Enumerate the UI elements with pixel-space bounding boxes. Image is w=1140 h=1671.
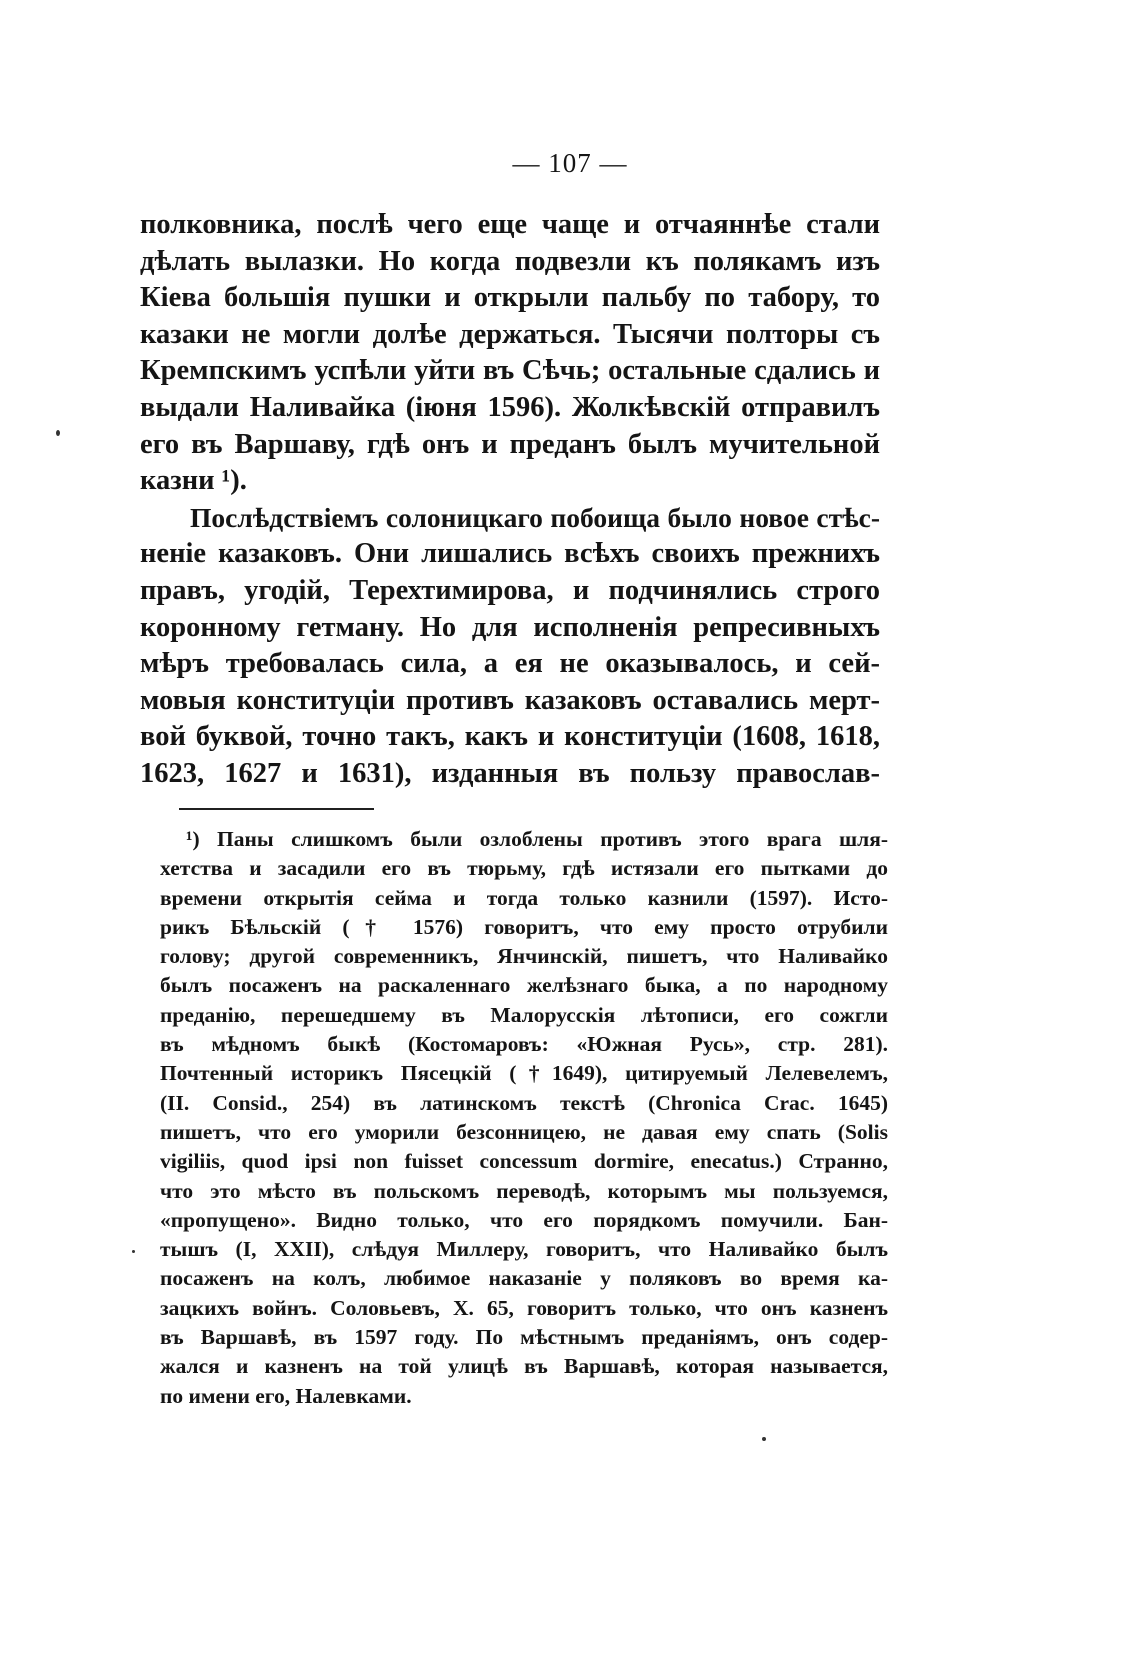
text-line: казаки не могли долѣе держаться. Тысячи полторы съ xyxy=(140,318,880,350)
footnote-line: по имени его, Налевками. xyxy=(160,1383,412,1408)
text-line: Кіева большія пушки и открыли пальбу по табору, то xyxy=(140,282,880,314)
footnote-line: въ мѣдномъ быкѣ (Костомаровъ: «Южная Русь», стр. 281). xyxy=(160,1032,888,1057)
footnote-line: хетства и засадили его въ тюрьму, гдѣ истязали его пытками до xyxy=(160,856,888,881)
footnote-line: vigiliis, quod ipsi non fuisset concessum dormire, enecatus.) Странно, xyxy=(160,1149,888,1174)
scan-speck xyxy=(56,430,60,436)
text-line: полковника, послѣ чего еще чаще и отчаяннѣе стали xyxy=(140,209,880,240)
page-number: — 107 — xyxy=(512,148,628,178)
footnote-line: жался и казненъ на той улицѣ въ Варшавѣ, которая называется, xyxy=(160,1354,888,1379)
footnote-line: «пропущено». Видно только, что его порядкомъ помучили. Бан- xyxy=(160,1207,888,1232)
footnote-line: голову; другой современникъ, Янчинскій, пишетъ, что Наливайко xyxy=(160,944,888,969)
text-line: коронному гетману. Но для исполненія репресивныхъ xyxy=(140,611,880,643)
text-line: вой буквой, точно такъ, какъ и конституціи (1608, 1618, xyxy=(140,721,880,753)
text-line: мѣръ требовалась сила, а ея не оказывалось, и сей- xyxy=(140,648,880,680)
footnote-line: (II. Consid., 254) въ латинскомъ текстѣ (Chronica Crac. 1645) xyxy=(160,1090,888,1115)
main-text xyxy=(140,207,880,793)
text-line: казни ¹). xyxy=(140,465,247,497)
text-line: Послѣдствіемъ солоницкаго побоища было новое стѣс- xyxy=(190,501,880,533)
footnote-line: преданію, перешедшему въ Малорусскія лѣтописи, его сожгли xyxy=(160,1002,888,1027)
scan-speck xyxy=(132,1250,135,1253)
footnote-line: Почтенный историкъ Пясецкій (†1649), цитируемый Лелевелемъ, xyxy=(160,1061,888,1086)
text-line: мовыя конституціи противъ казаковъ оставались мерт- xyxy=(140,684,880,716)
footnote-line: рикъ Бѣльскій († 1576) говоритъ, что ему просто отрубили xyxy=(160,914,888,939)
scan-speck xyxy=(762,1437,766,1441)
text-line: правъ, угодій, Терехтимирова, и подчинялись строго xyxy=(140,574,880,606)
footnote-block xyxy=(160,825,888,1411)
text-line: выдали Наливайка (іюня 1596). Жолкѣвскій отправилъ xyxy=(140,391,880,423)
footnote-line: въ Варшавѣ, въ 1597 году. По мѣстнымъ преданіямъ, онъ содер- xyxy=(160,1325,888,1350)
footnote-line: зацкихъ войнъ. Соловьевъ, X. 65, говоритъ только, что онъ казненъ xyxy=(160,1295,888,1320)
footnote-line: посаженъ на колъ, любимое наказаніе у поляковъ во время ка- xyxy=(160,1266,888,1291)
footnote-line: тышъ (I, XXII), слѣдуя Миллеру, говоритъ, что Наливайко былъ xyxy=(160,1237,888,1262)
footnote-divider xyxy=(179,808,374,810)
footnote-line: ¹) Паны слишкомъ были озлоблены противъ этого врага шля- xyxy=(186,827,888,851)
text-line: его въ Варшаву, гдѣ онъ и преданъ былъ мучительной xyxy=(140,428,880,460)
footnote-line: времени открытія сейма и тогда только казнили (1597). Исто- xyxy=(160,885,888,910)
footnote-line: что это мѣсто въ польскомъ переводѣ, которымъ мы пользуемся, xyxy=(160,1178,888,1203)
text-line: неніе казаковъ. Они лишались всѣхъ своихъ прежнихъ xyxy=(140,538,880,570)
text-line: дѣлать вылазки. Но когда подвезли къ полякамъ изъ xyxy=(140,245,880,277)
text-line: Кремпскимъ успѣли уйти въ Сѣчь; остальные сдались и xyxy=(140,355,880,387)
footnote-line: былъ посаженъ на раскаленнаго желѣзнаго быка, а по народному xyxy=(160,973,888,998)
footnote-line: пишетъ, что его уморили безсонницею, не давая ему спать (Solis xyxy=(160,1119,888,1144)
text-line: 1623, 1627 и 1631), изданныя въ пользу православ- xyxy=(140,757,880,789)
